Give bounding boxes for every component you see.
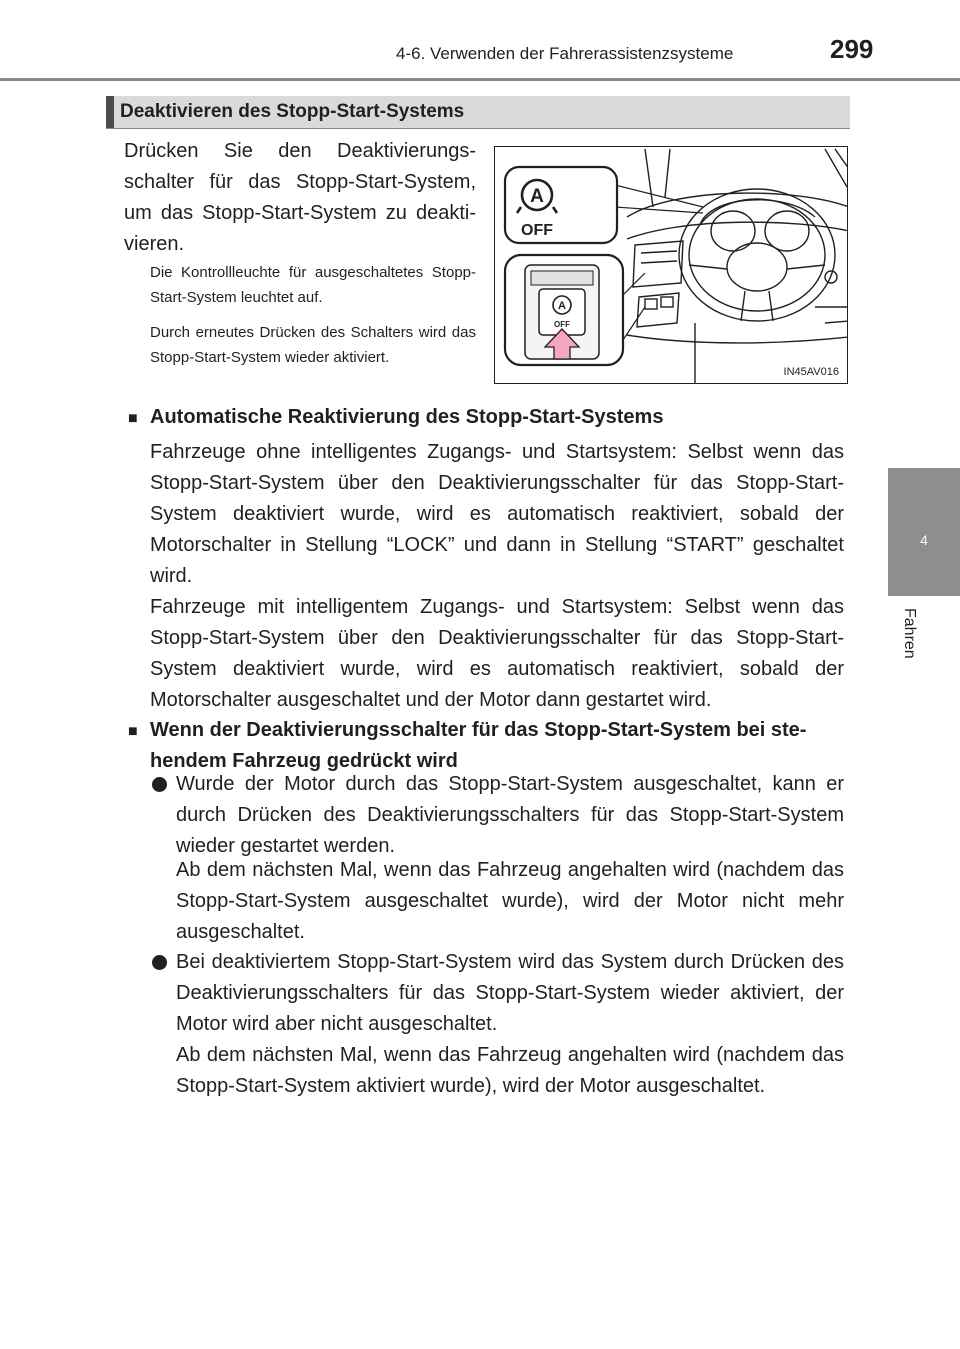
section-marker	[106, 96, 114, 128]
indicator-off-label: OFF	[521, 222, 553, 239]
bullet-dot-icon	[152, 955, 167, 970]
stationary-heading: Wenn der Deaktivierungsschalter für das Stopp-Start-System bei ste-hendem Fahrzeug gedrückt wird	[150, 719, 807, 772]
stationary-bullet-2: Bei deaktiviertem Stopp-Start-System wird das System durch Drücken des Deaktivierungsschalters für das Stopp-Start-System wieder aktiviert, der Motor wird aber nicht ausgeschaltet.	[176, 951, 844, 1035]
section-title: Deaktivieren des Stopp-Start-Systems	[120, 101, 465, 122]
note-reactivate: Durch erneutes Drücken des Schalters wird das Stopp-Start-System wieder aktiviert.	[150, 324, 476, 366]
note-indicator-light: Die Kontrollleuchte für ausgeschaltetes Stopp-Start-System leuchtet auf.	[150, 264, 476, 306]
dashboard-illustration	[494, 146, 848, 384]
intro-paragraph: Drücken Sie den Deaktivierungs-schalter für das Stopp-Start-System, um das Stopp-Start-System zu deakti-vieren.	[124, 140, 476, 255]
subheading-square-icon: ■	[128, 410, 138, 427]
indicator-letter: A	[530, 186, 544, 207]
switch-upper-slot	[531, 271, 593, 285]
stationary-bullet-1: Wurde der Motor durch das Stopp-Start-System ausgeschaltet, kann er durch Drücken des Deaktivierungsschalters für das Stopp-Start-System wieder gestartet werden.	[176, 773, 844, 857]
chapter-label: Fahren	[901, 608, 918, 659]
page-number: 299	[830, 34, 874, 64]
figure-id: IN45AV016	[783, 366, 839, 378]
section-title-bar	[106, 96, 850, 129]
header-rule	[0, 78, 960, 81]
running-header-title: 4-6. Verwenden der Fahrerassistenzsysteme	[396, 44, 734, 63]
subheading-square-icon: ■	[128, 723, 138, 740]
chapter-tab	[888, 468, 960, 596]
chapter-number: 4	[920, 532, 928, 548]
auto-reactivation-para-1: Fahrzeuge ohne intelligentes Zugangs- und Startsystem: Selbst wenn das Stopp-Start-System über den Deaktivierungsschalter für das Stopp-Start-System deaktiviert wurde, wird es automatisch reaktiviert, sobald der Motorschalter in Stellung “LOCK” und dann in Stellung “START” geschaltet wird.	[150, 441, 844, 587]
switch-off-label: OFF	[554, 320, 570, 329]
auto-reactivation-para-2: Fahrzeuge mit intelligentem Zugangs- und Startsystem: Selbst wenn das Stopp-Start-System über den Deaktivierungsschalter für das Stopp-Start-System deaktiviert wurde, wird es automatisch reaktiviert, sobald der Motorschalter ausgeschaltet und der Motor dann gestartet wird.	[150, 596, 844, 711]
auto-reactivation-heading: Automatische Reaktivierung des Stopp-Start-Systems	[150, 406, 664, 428]
dashboard-drawing	[495, 147, 848, 384]
dashboard-lines	[627, 149, 848, 384]
stationary-bullet-2-followup: Ab dem nächsten Mal, wenn das Fahrzeug angehalten wird (nachdem das Stopp-Start-System aktiviert wurde), wird der Motor ausgeschaltet.	[176, 1044, 844, 1097]
bullet-dot-icon	[152, 777, 167, 792]
switch-letter: A	[558, 300, 566, 312]
stationary-bullet-1-followup: Ab dem nächsten Mal, wenn das Fahrzeug angehalten wird (nachdem das Stopp-Start-System ausgeschaltet wurde), wird der Motor nicht mehr ausgeschaltet.	[176, 859, 844, 943]
